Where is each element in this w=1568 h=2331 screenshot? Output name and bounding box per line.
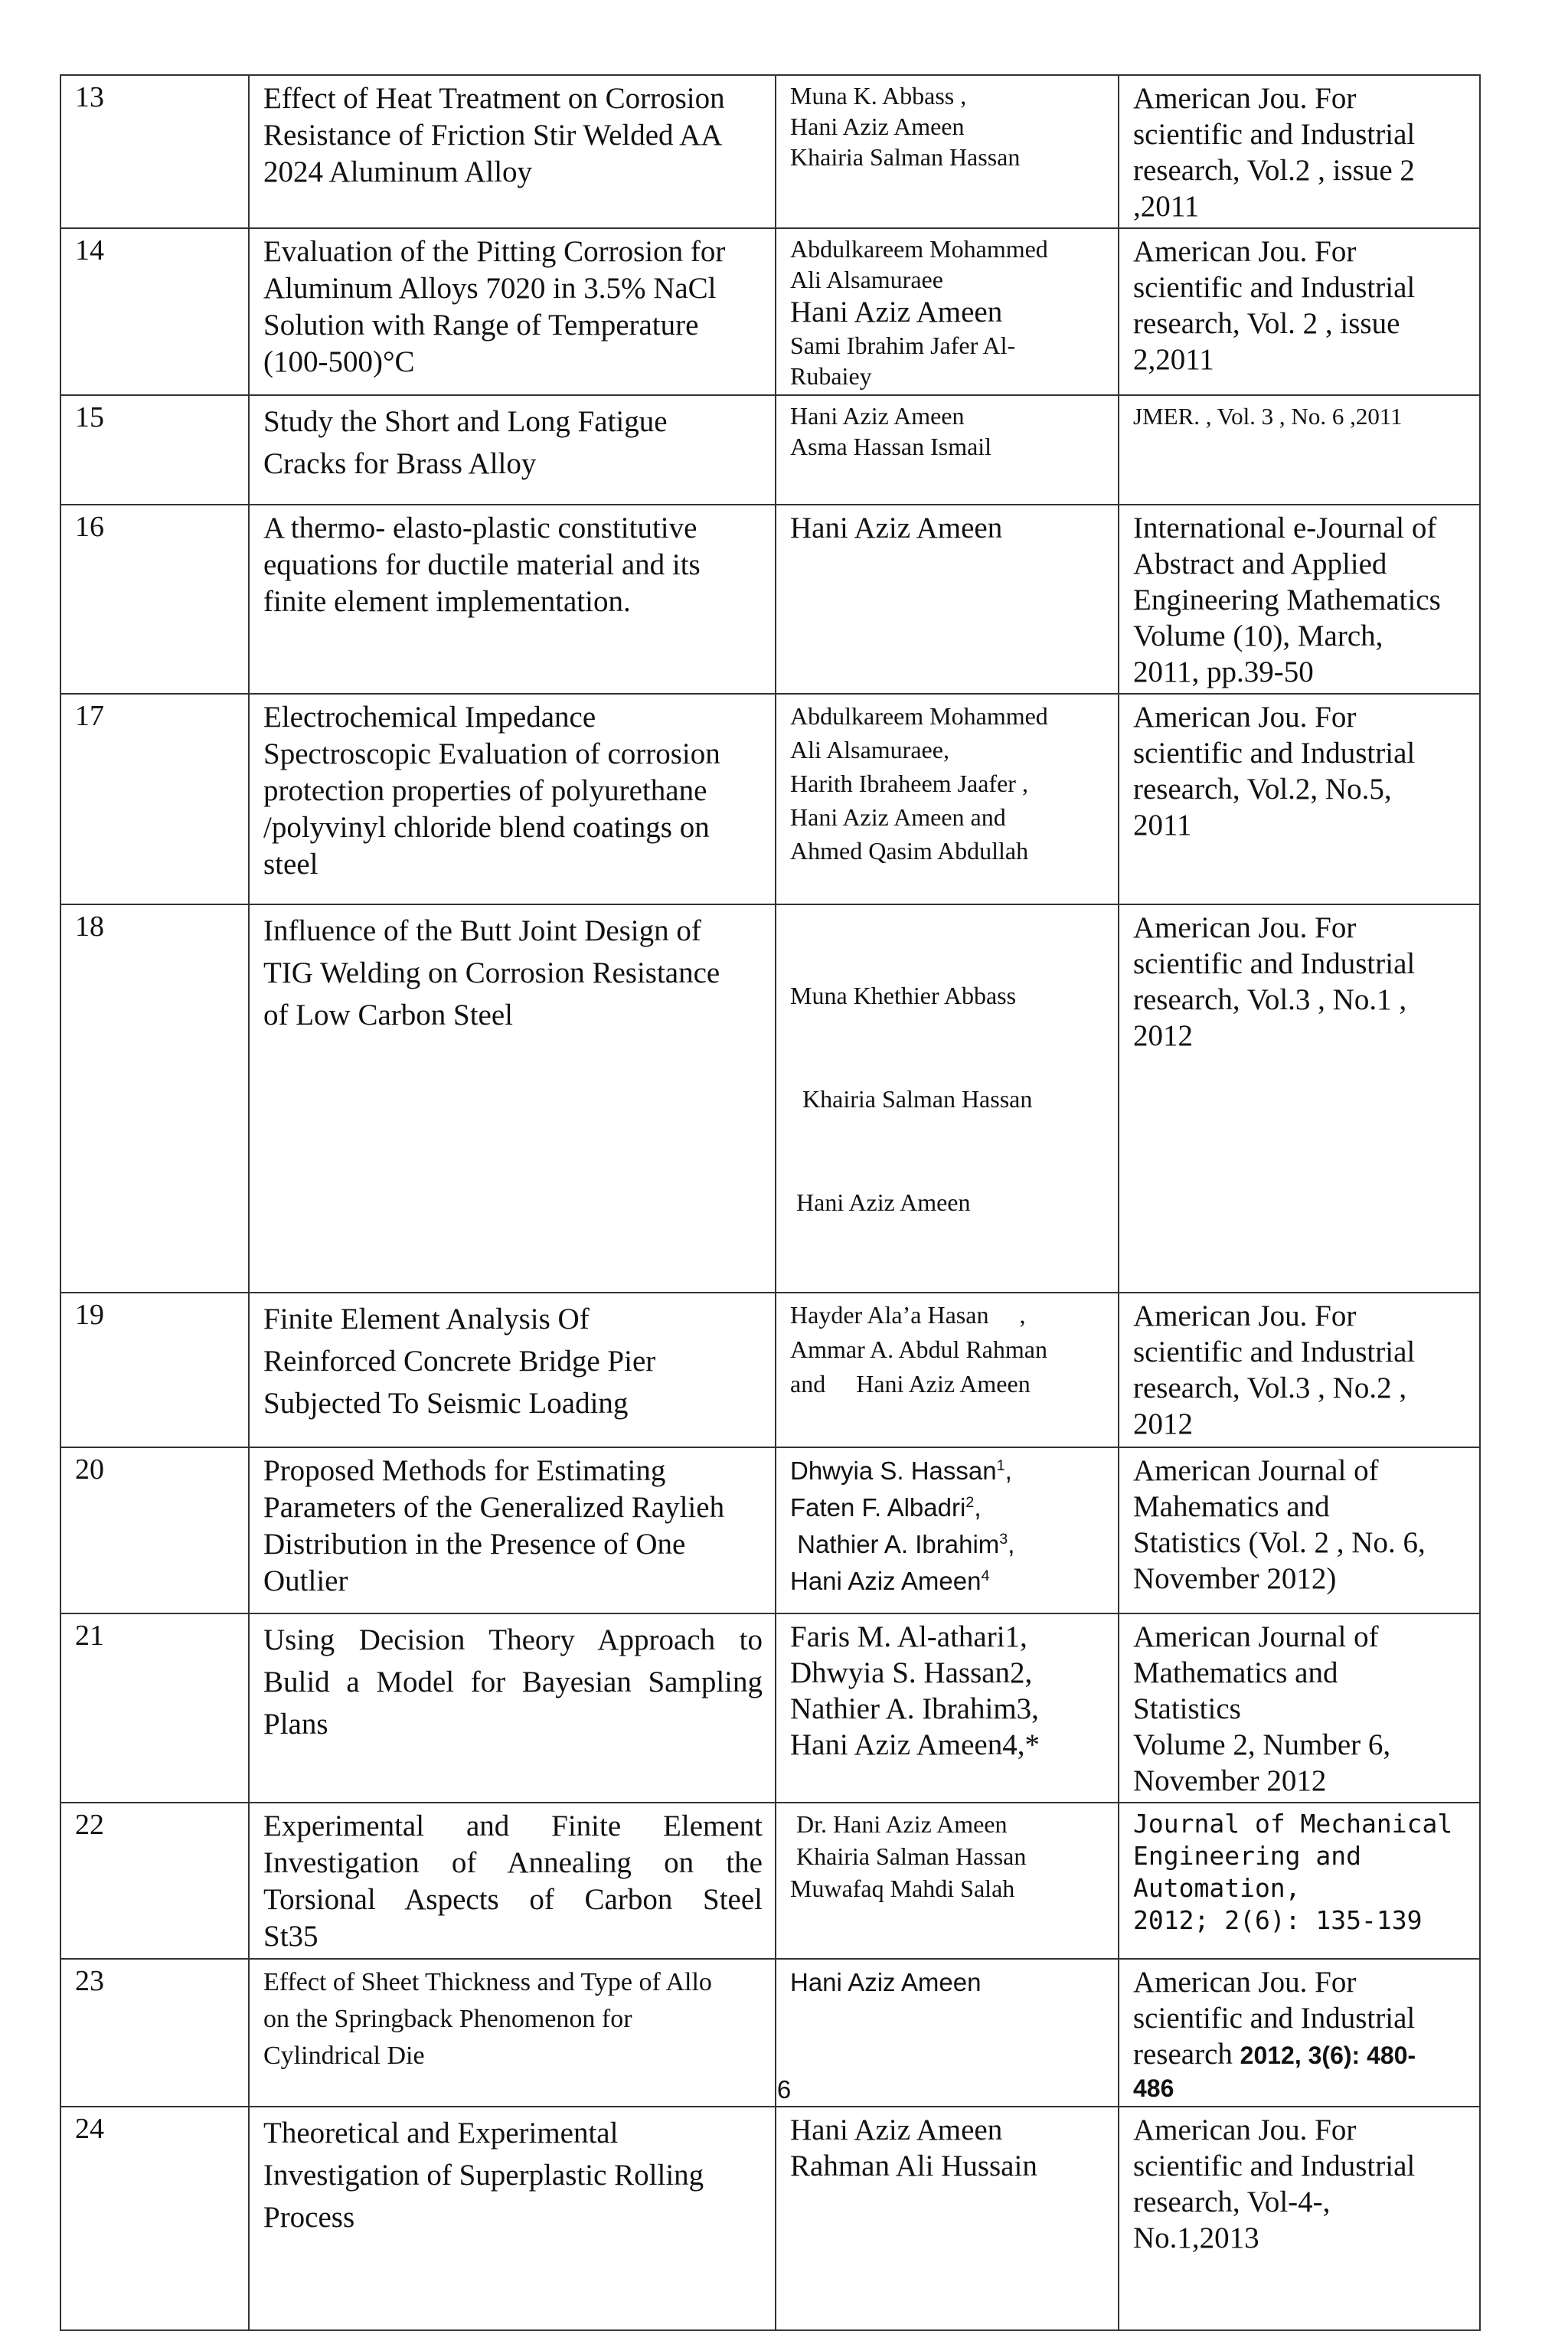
row-number: 16 xyxy=(60,505,249,694)
paper-venue: American Journal of Mahematics and Statistics (Vol. 2 , No. 6, November 2012) xyxy=(1119,1447,1480,1613)
paper-venue: American Jou. For scientific and Industrial research, Vol-4-, No.1,2013 xyxy=(1119,2107,1480,2330)
table-row xyxy=(60,395,1480,505)
paper-authors: Abdulkareem Mohammed Ali Alsamuraee Hani Aziz Ameen Sami Ibrahim Jafer Al- Rubaiey xyxy=(776,228,1119,395)
paper-title: Using Decision Theory Approach to Bulid a Model for Bayesian Sampling Plans xyxy=(249,1613,776,1803)
page-number: 6 xyxy=(776,2075,792,2104)
paper-venue: American Journal of Mathematics and Statistics Volume 2, Number 6, November 2012 xyxy=(1119,1613,1480,1803)
row-number: 23 xyxy=(60,1959,249,2107)
table-row xyxy=(60,1803,1480,1959)
paper-title: Influence of the Butt Joint Design of TIG Welding on Corrosion Resistance of Low Carbon Steel xyxy=(249,904,776,1293)
paper-title: Study the Short and Long Fatigue Cracks for Brass Alloy xyxy=(249,395,776,505)
table-row xyxy=(60,694,1480,904)
paper-venue: International e-Journal of Abstract and Applied Engineering Mathematics Volume (10), March, 2011, pp.39-50 xyxy=(1119,505,1480,694)
row-number: 17 xyxy=(60,694,249,904)
paper-venue: American Jou. For scientific and Industrial research, Vol.2, No.5, 2011 xyxy=(1119,694,1480,904)
paper-venue: American Jou. For scientific and Industrial research, Vol.3 , No.1 , 2012 xyxy=(1119,904,1480,1293)
row-number: 15 xyxy=(60,395,249,505)
paper-title: Evaluation of the Pitting Corrosion for Aluminum Alloys 7020 in 3.5% NaCl Solution with Range of Temperature (100-500)°C xyxy=(249,228,776,395)
table-row xyxy=(60,228,1480,395)
row-number: 21 xyxy=(60,1613,249,1803)
table-row xyxy=(60,904,1480,1293)
paper-title: Finite Element Analysis Of Reinforced Concrete Bridge Pier Subjected To Seismic Loading xyxy=(249,1293,776,1447)
paper-title: Experimental and Finite Element Investigation of Annealing on the Torsional Aspects of Carbon Steel St35 xyxy=(249,1803,776,1959)
paper-authors: Hayder Ala’a Hasan , Ammar A. Abdul Rahman and Hani Aziz Ameen xyxy=(776,1293,1119,1447)
table-row xyxy=(60,2107,1480,2330)
paper-title: Electrochemical Impedance Spectroscopic Evaluation of corrosion protection properties of polyurethane /polyvinyl chloride blend coatings on steel xyxy=(249,694,776,904)
row-number: 13 xyxy=(60,75,249,228)
paper-title: Theoretical and Experimental Investigation of Superplastic Rolling Process xyxy=(249,2107,776,2330)
row-number: 19 xyxy=(60,1293,249,1447)
paper-authors: Muna Khethier Abbass Khairia Salman Hassan Hani Aziz Ameen xyxy=(776,904,1119,1293)
paper-title: Proposed Methods for Estimating Parameters of the Generalized Raylieh Distribution in the Presence of One Outlier xyxy=(249,1447,776,1613)
paper-authors: Hani Aziz Ameen Asma Hassan Ismail xyxy=(776,395,1119,505)
row-number: 24 xyxy=(60,2107,249,2330)
paper-venue: American Jou. For scientific and Industrial research, Vol.3 , No.2 , 2012 xyxy=(1119,1293,1480,1447)
row-number: 20 xyxy=(60,1447,249,1613)
paper-title: A thermo- elasto-plastic constitutive equations for ductile material and its finite element implementation. xyxy=(249,505,776,694)
table-row xyxy=(60,505,1480,694)
paper-authors: Abdulkareem Mohammed Ali Alsamuraee, Harith Ibraheem Jaafer , Hani Aziz Ameen and Ahmed Qasim Abdullah xyxy=(776,694,1119,904)
paper-venue: American Jou. For scientific and Industrial research 2012, 3(6): 480- 486 xyxy=(1119,1959,1480,2107)
paper-authors: Hani Aziz Ameen Rahman Ali Hussain xyxy=(776,2107,1119,2330)
publications-table xyxy=(60,74,1481,2331)
paper-authors: Dhwyia S. Hassan$^1$, Faten F. Albadri$^2$, Nathier A. Ibrahim$^3$, Hani Aziz Ameen$^4$ xyxy=(776,1447,1119,1613)
table-row xyxy=(60,75,1480,228)
paper-authors: Muna K. Abbass , Hani Aziz Ameen Khairia Salman Hassan xyxy=(776,75,1119,228)
paper-authors: Dr. Hani Aziz Ameen Khairia Salman Hassan Muwafaq Mahdi Salah xyxy=(776,1803,1119,1959)
paper-venue: JMER. , Vol. 3 , No. 6 ,2011 xyxy=(1119,395,1480,505)
row-number: 14 xyxy=(60,228,249,395)
paper-authors: Hani Aziz Ameen xyxy=(776,505,1119,694)
paper-venue: Journal of Mechanical Engineering and Automation, 2012; 2(6): 135-139 xyxy=(1119,1803,1480,1959)
paper-authors: Hani Aziz Ameen xyxy=(776,1959,1119,2107)
paper-title: Effect of Heat Treatment on Corrosion Resistance of Friction Stir Welded AA 2024 Aluminum Alloy xyxy=(249,75,776,228)
row-number: 18 xyxy=(60,904,249,1293)
table-row xyxy=(60,1447,1480,1613)
paper-venue: American Jou. For scientific and Industrial research, Vol.2 , issue 2 ,2011 xyxy=(1119,75,1480,228)
paper-title: Effect of Sheet Thickness and Type of Allo on the Springback Phenomenon for Cylindrical Die xyxy=(249,1959,776,2107)
row-number: 22 xyxy=(60,1803,249,1959)
paper-venue: American Jou. For scientific and Industrial research, Vol. 2 , issue 2,2011 xyxy=(1119,228,1480,395)
table-row xyxy=(60,1293,1480,1447)
paper-authors: Faris M. Al-athari1, Dhwyia S. Hassan2, Nathier A. Ibrahim3, Hani Aziz Ameen4,* xyxy=(776,1613,1119,1803)
table-row xyxy=(60,1613,1480,1803)
